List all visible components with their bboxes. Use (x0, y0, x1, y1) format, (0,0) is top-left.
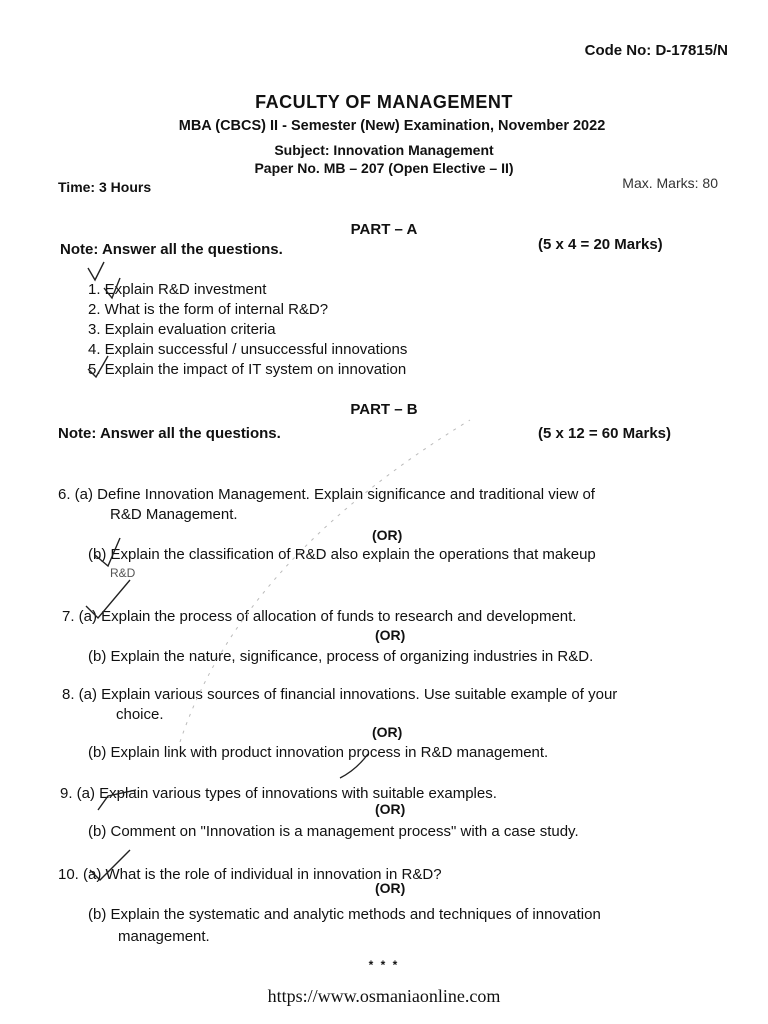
part-b-note: Note: Answer all the questions. (58, 425, 281, 442)
question-9a: 9. (a) Explain various types of innovations with suitable examples. (60, 785, 497, 802)
end-stars: * * * (368, 958, 400, 972)
or-label: (OR) (375, 801, 406, 817)
question-3: 3. Explain evaluation criteria (88, 321, 276, 338)
or-label: (OR) (375, 627, 406, 643)
question-4: 4. Explain successful / unsuccessful innovations (88, 341, 408, 358)
tick-mark (88, 262, 104, 280)
question-7a: 7. (a) Explain the process of allocation of funds to research and development. (62, 608, 577, 625)
code-number: Code No: D-17815/N (584, 42, 728, 59)
question-10a: 10. (a) What is the role of individual in innovation in R&D? (58, 866, 442, 883)
part-a-marks: (5 x 4 = 20 Marks) (538, 236, 663, 253)
exam-title: MBA (CBCS) II - Semester (New) Examination, November 2022 (178, 118, 606, 134)
question-1: 1. Explain R&D investment (88, 281, 267, 298)
question-6b: (b) Explain the classification of R&D also explain the operations that makeup (88, 546, 596, 563)
question-6a-cont: R&D Management. (110, 506, 238, 523)
part-b-marks: (5 x 12 = 60 Marks) (538, 425, 672, 442)
time-line: Time: 3 Hours (58, 179, 152, 195)
question-7b: (b) Explain the nature, significance, process of organizing industries in R&D. (88, 648, 594, 665)
faculty-title: FACULTY OF MANAGEMENT (255, 92, 513, 112)
question-6a: 6. (a) Define Innovation Management. Explain significance and traditional view of (58, 486, 595, 503)
or-label: (OR) (375, 880, 406, 896)
max-marks: Max. Marks: 80 (622, 175, 718, 191)
question-6b-cont: R&D (110, 566, 136, 580)
or-label: (OR) (372, 724, 403, 740)
or-label: (OR) (372, 527, 403, 543)
question-8a: 8. (a) Explain various sources of financial innovations. Use suitable example of your (62, 686, 618, 703)
question-9b: (b) Comment on "Innovation is a management process" with a case study. (88, 823, 579, 840)
footer-url: https://www.osmaniaonline.com (267, 986, 501, 1006)
question-10b-cont: management. (118, 928, 210, 945)
part-a-note: Note: Answer all the questions. (60, 241, 283, 258)
paper-line: Paper No. MB – 207 (Open Elective – II) (254, 160, 514, 176)
question-8b: (b) Explain link with product innovation process in R&D management. (88, 744, 549, 761)
question-8a-cont: choice. (116, 706, 164, 723)
question-2: 2. What is the form of internal R&D? (88, 301, 329, 318)
part-a-title: PART – A (350, 221, 418, 238)
subject-line: Subject: Innovation Management (274, 142, 494, 158)
part-b-title: PART – B (350, 401, 418, 418)
question-10b: (b) Explain the systematic and analytic methods and techniques of innovation (88, 906, 601, 923)
question-5: 5. Explain the impact of IT system on innovation (88, 361, 407, 378)
